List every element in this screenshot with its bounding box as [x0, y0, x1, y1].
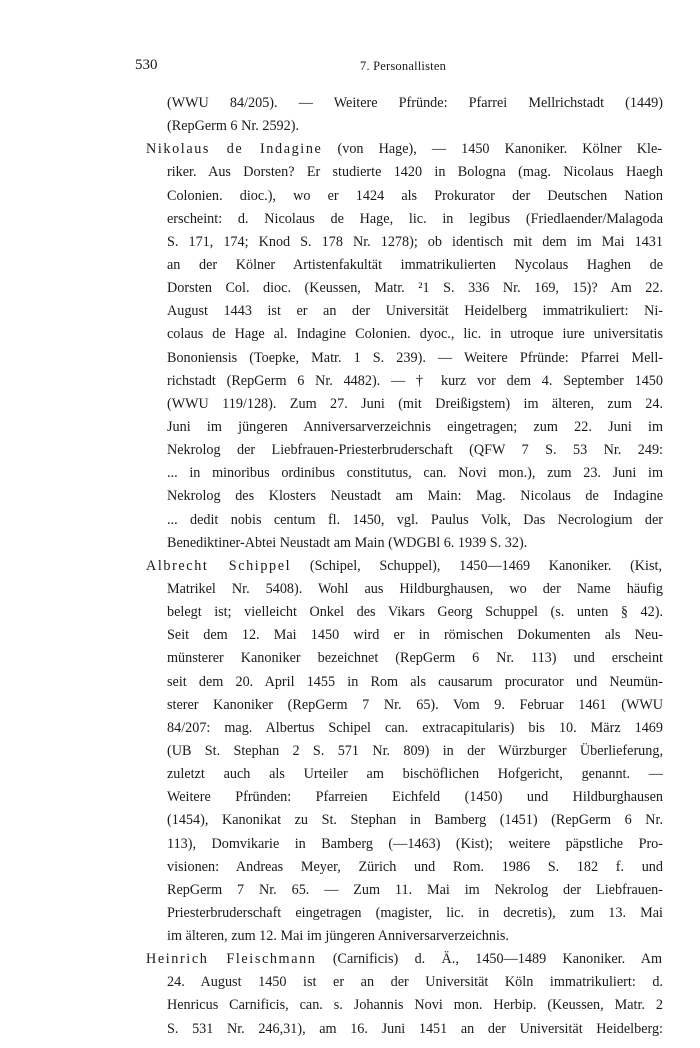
text-line: (WWU 119/128). Zum 27. Juni (mit Dreißigstem) im älteren, zum 24. — [167, 395, 663, 412]
text-line: 84/207: mag. Albertus Schipel can. extracapitularis) bis 10. März 1469 — [167, 719, 663, 736]
text-line: visionen: Andreas Meyer, Zürich und Rom. 1986 S. 182 f. und — [167, 858, 663, 875]
entry-heading-line: Nikolaus de Indagine (von Hage), — 1450 Kanoniker. Kölner Kle- — [146, 141, 662, 158]
text-line: ... dedit nobis centum fl. 1450, vgl. Paulus Volk, Das Necrologium der — [167, 511, 663, 528]
text-line: Seit dem 12. Mai 1450 wird er in römischen Dokumenten als Neu- — [167, 627, 663, 644]
text-line: münsterer Kanoniker bezeichnet (RepGerm 6 Nr. 113) und erscheint — [167, 650, 663, 667]
text-line: colaus de Hage al. Indagine Colonien. dyoc., lic. in utroque iure universitatis — [167, 326, 663, 343]
text-line: Nekrolog der Liebfrauen-Priesterbruderschaft (QFW 7 S. 53 Nr. 249: — [167, 442, 663, 459]
person-name: Heinrich Fleischmann — [146, 951, 317, 968]
text-line: Matrikel Nr. 5408). Wohl aus Hildburghausen, wo der Name häufig — [167, 580, 663, 597]
running-header — [0, 57, 700, 81]
text-line: Priesterbruderschaft eingetragen (magister, lic. in decretis), zum 13. Mai — [167, 904, 663, 921]
text-line: richstadt (RepGerm 6 Nr. 4482). — † kurz vor dem 4. September 1450 — [167, 372, 663, 389]
page-number: 530 — [135, 57, 158, 73]
person-name: Nikolaus de Indagine — [146, 141, 323, 158]
text-line: S. 171, 174; Knod S. 178 Nr. 1278); ob identisch mit dem im Mai 1431 — [167, 233, 663, 250]
text-line: an der Kölner Artistenfakultät immatrikulierten Nycolaus Haghen de — [167, 256, 663, 273]
text-line: ... in minoribus ordinibus constitutus, can. Novi mon.), zum 23. Juni im — [167, 465, 663, 482]
text-line: (1454), Kanonikat zu St. Stephan in Bamberg (1451) (RepGerm 6 Nr. — [167, 812, 663, 829]
text-line: Colonien. dioc.), wo er 1424 als Prokurator der Deutschen Nation — [167, 187, 663, 204]
text-line: RepGerm 7 Nr. 65. — Zum 11. Mai im Nekrolog der Liebfrauen- — [167, 881, 663, 898]
text-line: (RepGerm 6 Nr. 2592). — [167, 118, 299, 135]
body-text — [0, 92, 700, 1041]
text-line: Bononiensis (Toepke, Matr. 1 S. 239). — Weitere Pfründe: Pfarrei Mell- — [167, 349, 663, 366]
text-line: S. 531 Nr. 246,31), am 16. Juni 1451 an der Universität Heidelberg: — [167, 1020, 663, 1037]
running-title: 7. Personallisten — [360, 59, 447, 73]
text-line: Dorsten Col. dioc. (Keussen, Matr. ²1 S. 336 Nr. 169, 15)? Am 22. — [167, 280, 663, 297]
text-line: im älteren, zum 12. Mai im jüngeren Anniversarverzeichnis. — [167, 928, 509, 945]
text-line: seit dem 20. April 1455 in Rom als causarum procurator und Neumün- — [167, 673, 663, 690]
text-line: zuletzt auch als Urteiler am bischöflichen Hofgericht, genannt. — — [167, 766, 663, 783]
text-line: (WWU 84/205). — Weitere Pfründe: Pfarrei Mellrichstadt (1449) — [167, 95, 663, 111]
text-line: Juni im jüngeren Anniversarverzeichnis eingetragen; zum 22. Juni im — [167, 418, 663, 435]
text-line: Weitere Pfründen: Pfarreien Eichfeld (1450) und Hildburghausen — [167, 789, 663, 806]
text-line: Henricus Carnificis, can. s. Johannis Novi mon. Herbip. (Keussen, Matr. 2 — [167, 997, 663, 1014]
text-line: Nekrolog des Klosters Neustadt am Main: Mag. Nicolaus de Indagine — [167, 488, 663, 505]
text-line: Benediktiner-Abtei Neustadt am Main (WDGBl 6. 1939 S. 32). — [167, 534, 528, 551]
text-line: 24. August 1450 ist er an der Universität Köln immatrikuliert: d. — [167, 974, 663, 991]
text-line: riker. Aus Dorsten? Er studierte 1420 in Bologna (mag. Nicolaus Haegh — [167, 164, 663, 181]
person-name: Albrecht Schippel — [146, 557, 292, 574]
text-line: belegt ist; vielleicht Onkel des Vikars Georg Schuppel (s. unten § 42). — [167, 604, 663, 621]
text-line: August 1443 ist er an der Universität Heidelberg immatrikuliert: Ni- — [167, 303, 663, 320]
text-line: sterer Kanoniker (RepGerm 7 Nr. 65). Vom 9. Februar 1461 (WWU — [167, 696, 663, 713]
text-line: erscheint: d. Nicolaus de Hage, lic. in legibus (Friedlaender/Malagoda — [167, 210, 663, 227]
entry-heading-line: Albrecht Schippel (Schipel, Schuppel), 1450—1469 Kanoniker. (Kist, — [146, 557, 662, 574]
text-line: (UB St. Stephan 2 S. 571 Nr. 809) in der Würzburger Überlieferung, — [167, 742, 663, 759]
entry-heading-line: Heinrich Fleischmann (Carnificis) d. Ä., 1450—1489 Kanoniker. Am — [146, 951, 662, 968]
text-line: 113), Domvikarie in Bamberg (—1463) (Kist); weitere päpstliche Pro- — [167, 835, 663, 852]
